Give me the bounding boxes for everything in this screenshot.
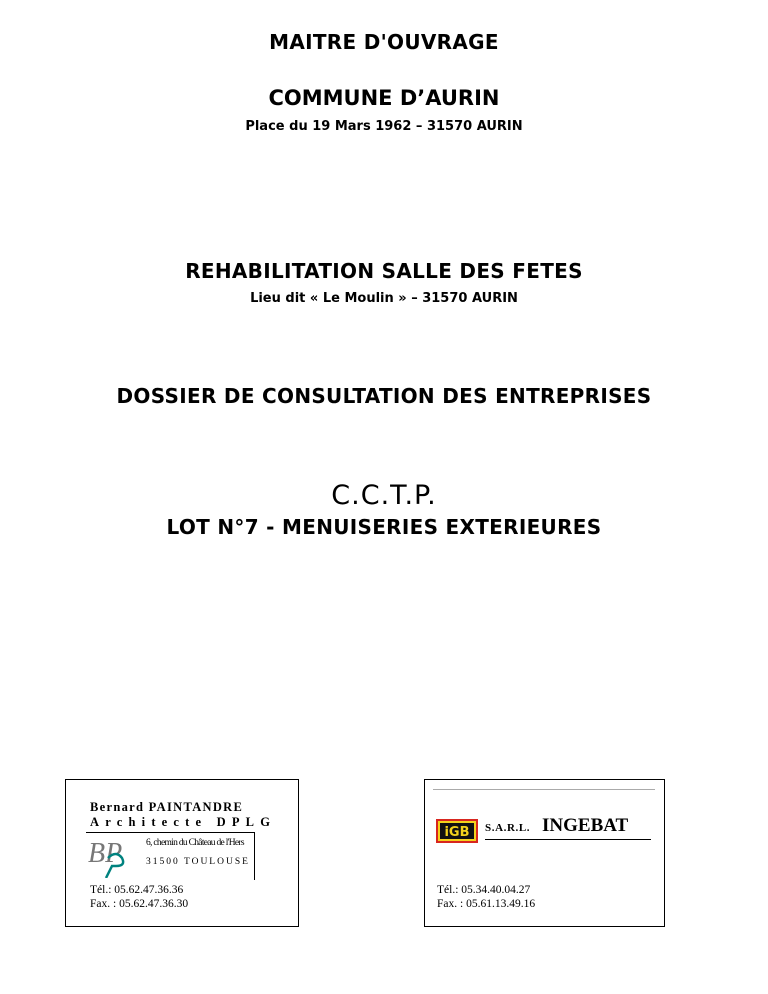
architect-logo xyxy=(86,836,138,878)
engineer-tel: Tél.: 05.34.40.04.27 xyxy=(437,884,531,896)
architect-fax: Fax. : 05.62.47.36.30 xyxy=(90,898,189,910)
architect-tel: Tél.: 05.62.47.36.36 xyxy=(90,884,184,896)
project-location: Lieu dit « Le Moulin » – 31570 AURIN xyxy=(250,291,518,306)
lot-title: LOT N°7 - MENUISERIES EXTERIEURES xyxy=(166,515,602,539)
dossier-title: DOSSIER DE CONSULTATION DES ENTREPRISES xyxy=(116,384,652,408)
project-title: REHABILITATION SALLE DES FETES xyxy=(185,259,583,283)
architect-name: Bernard PAINTANDRE xyxy=(90,800,244,814)
architect-card xyxy=(65,779,299,927)
engineer-underline xyxy=(485,839,651,840)
engineer-logo xyxy=(436,819,478,843)
engineer-prefix: S.A.R.L. xyxy=(485,822,531,834)
document-type: C.C.T.P. xyxy=(331,480,437,511)
logo-b: BP xyxy=(88,838,123,869)
engineer-card xyxy=(424,779,665,927)
architect-title: Architecte DPLG xyxy=(90,815,277,829)
architect-city: 31500 TOULOUSE xyxy=(146,857,250,867)
architect-divider xyxy=(86,832,254,833)
owner-address: Place du 19 Mars 1962 – 31570 AURIN xyxy=(245,119,523,134)
engineer-name: INGEBAT xyxy=(542,815,629,836)
architect-divider-vertical xyxy=(254,832,255,880)
engineer-top-rule xyxy=(433,789,655,790)
engineer-fax: Fax. : 05.61.13.49.16 xyxy=(437,898,536,910)
owner-heading: MAITRE D'OUVRAGE xyxy=(269,30,499,54)
owner-name: COMMUNE D’AURIN xyxy=(268,86,500,110)
engineer-logo-text: iGB xyxy=(444,825,470,840)
architect-street: 6, chemin du Château de l'Hers xyxy=(146,838,244,848)
